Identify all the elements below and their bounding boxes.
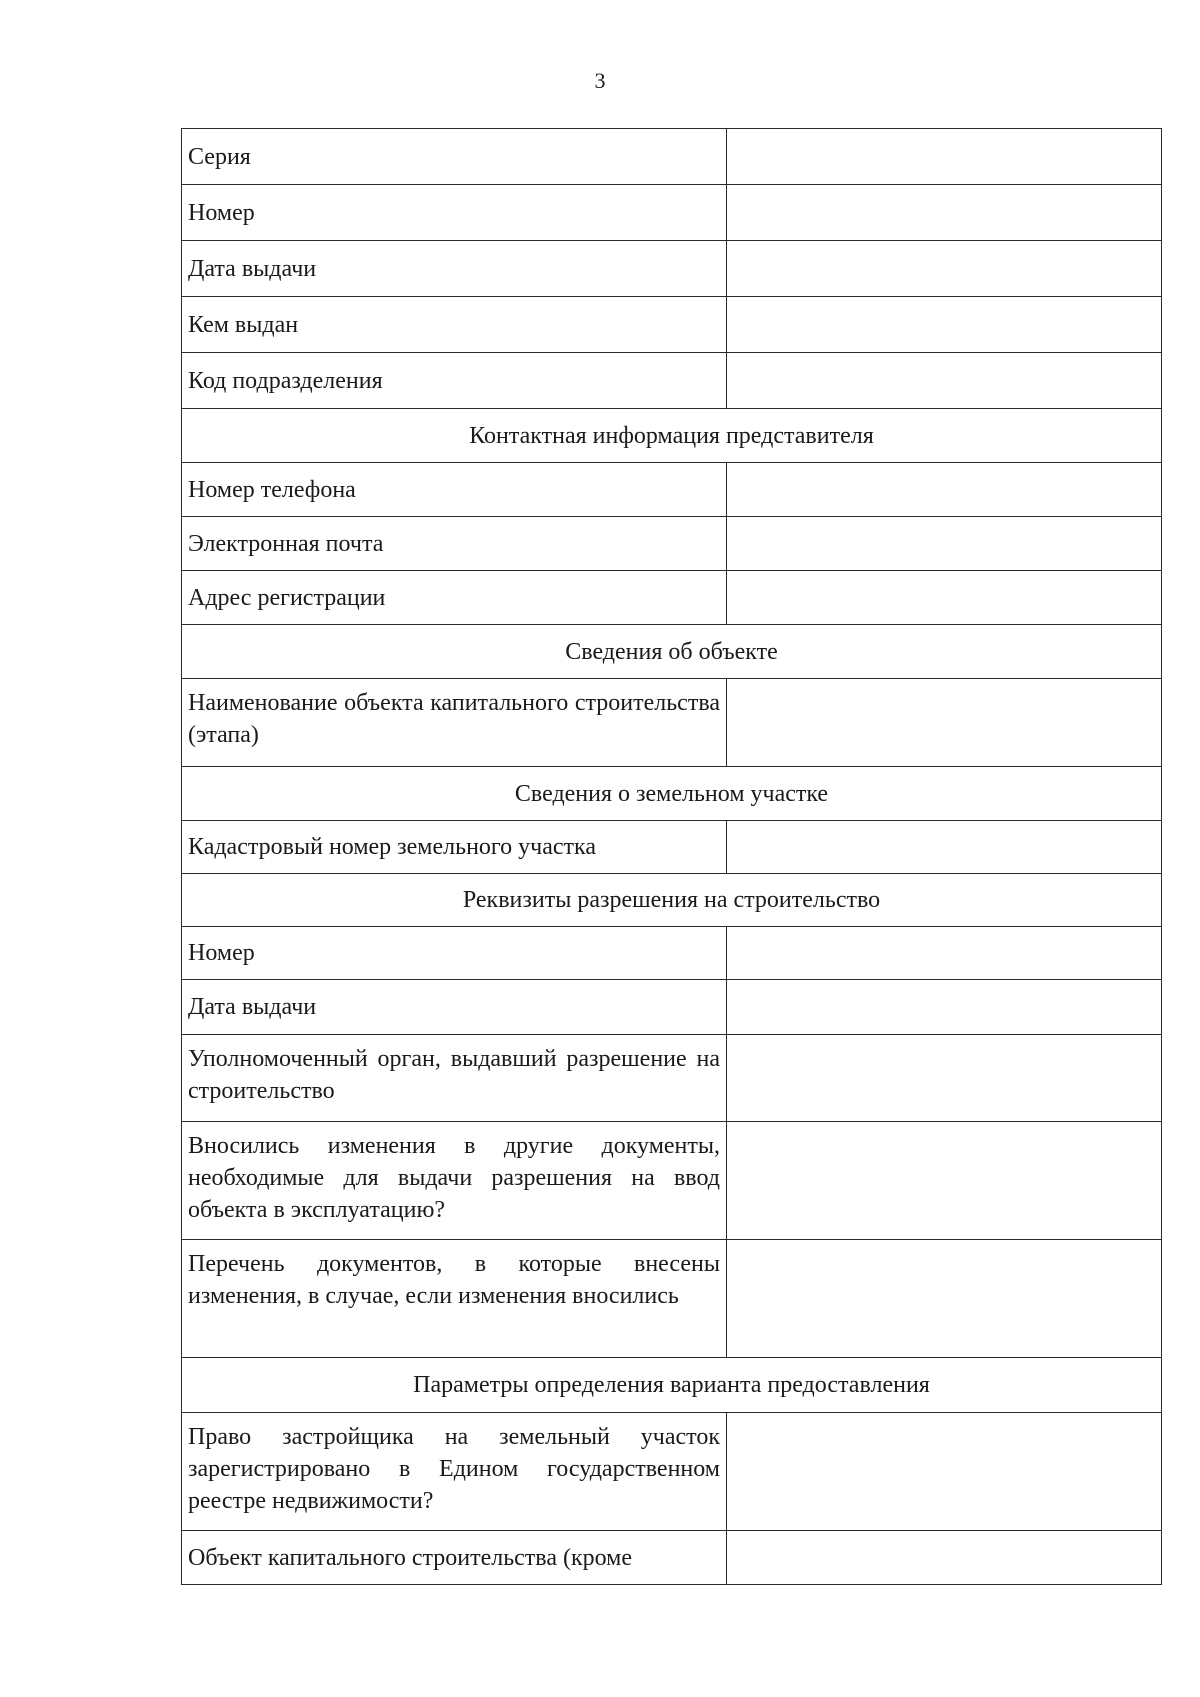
field-value[interactable] <box>727 1122 1162 1240</box>
field-label: Номер телефона <box>182 463 727 517</box>
field-label: Вносились изменения в другие документы, необходимые для выдачи разрешения на ввод объекта в эксплуатацию? <box>182 1122 727 1240</box>
field-label: Дата выдачи <box>182 980 727 1035</box>
field-value[interactable] <box>727 241 1162 297</box>
field-value[interactable] <box>727 1240 1162 1358</box>
field-label: Адрес регистрации <box>182 571 727 625</box>
table-row <box>182 571 1162 625</box>
field-value[interactable] <box>727 463 1162 517</box>
section-header: Сведения об объекте <box>182 625 1162 679</box>
field-label: Серия <box>182 129 727 185</box>
field-value[interactable] <box>727 571 1162 625</box>
field-label: Наименование объекта капитального строительства (этапа) <box>182 679 727 767</box>
field-label: Код подразделения <box>182 353 727 409</box>
section-header: Сведения о земельном участке <box>182 767 1162 821</box>
table-row <box>182 241 1162 297</box>
field-value[interactable] <box>727 1413 1162 1531</box>
field-label: Кадастровый номер земельного участка <box>182 821 727 874</box>
field-value[interactable] <box>727 1035 1162 1122</box>
section-header: Контактная информация представителя <box>182 409 1162 463</box>
section-header: Реквизиты разрешения на строительство <box>182 874 1162 927</box>
field-value[interactable] <box>727 679 1162 767</box>
field-value[interactable] <box>727 980 1162 1035</box>
field-value[interactable] <box>727 185 1162 241</box>
field-value[interactable] <box>727 353 1162 409</box>
table-row <box>182 1122 1162 1240</box>
field-label: Номер <box>182 927 727 980</box>
table-row <box>182 463 1162 517</box>
field-label: Дата выдачи <box>182 241 727 297</box>
table-row <box>182 1240 1162 1358</box>
field-value[interactable] <box>727 821 1162 874</box>
section-header-row <box>182 874 1162 927</box>
field-label: Объект капитального строительства (кроме <box>182 1531 727 1585</box>
field-label: Право застройщика на земельный участок зарегистрировано в Едином государственном реестре недвижимости? <box>182 1413 727 1531</box>
application-form-table <box>181 128 1162 1585</box>
field-value[interactable] <box>727 1531 1162 1585</box>
section-header: Параметры определения варианта предоставления <box>182 1358 1162 1413</box>
field-label: Кем выдан <box>182 297 727 353</box>
table-row <box>182 1035 1162 1122</box>
field-value[interactable] <box>727 927 1162 980</box>
table-row <box>182 517 1162 571</box>
table-row <box>182 927 1162 980</box>
field-label: Электронная почта <box>182 517 727 571</box>
field-value[interactable] <box>727 129 1162 185</box>
table-row <box>182 297 1162 353</box>
table-row <box>182 129 1162 185</box>
field-value[interactable] <box>727 517 1162 571</box>
section-header-row <box>182 409 1162 463</box>
field-label: Перечень документов, в которые внесены изменения, в случае, если изменения вносились <box>182 1240 727 1358</box>
field-label: Уполномоченный орган, выдавший разрешение на строительство <box>182 1035 727 1122</box>
table-row <box>182 980 1162 1035</box>
table-row <box>182 1531 1162 1585</box>
section-header-row <box>182 767 1162 821</box>
table-row <box>182 185 1162 241</box>
page-number: 3 <box>594 68 606 93</box>
field-value[interactable] <box>727 297 1162 353</box>
table-row <box>182 821 1162 874</box>
section-header-row <box>182 625 1162 679</box>
table-row <box>182 1413 1162 1531</box>
section-header-row <box>182 1358 1162 1413</box>
table-row <box>182 679 1162 767</box>
table-row <box>182 353 1162 409</box>
field-label: Номер <box>182 185 727 241</box>
